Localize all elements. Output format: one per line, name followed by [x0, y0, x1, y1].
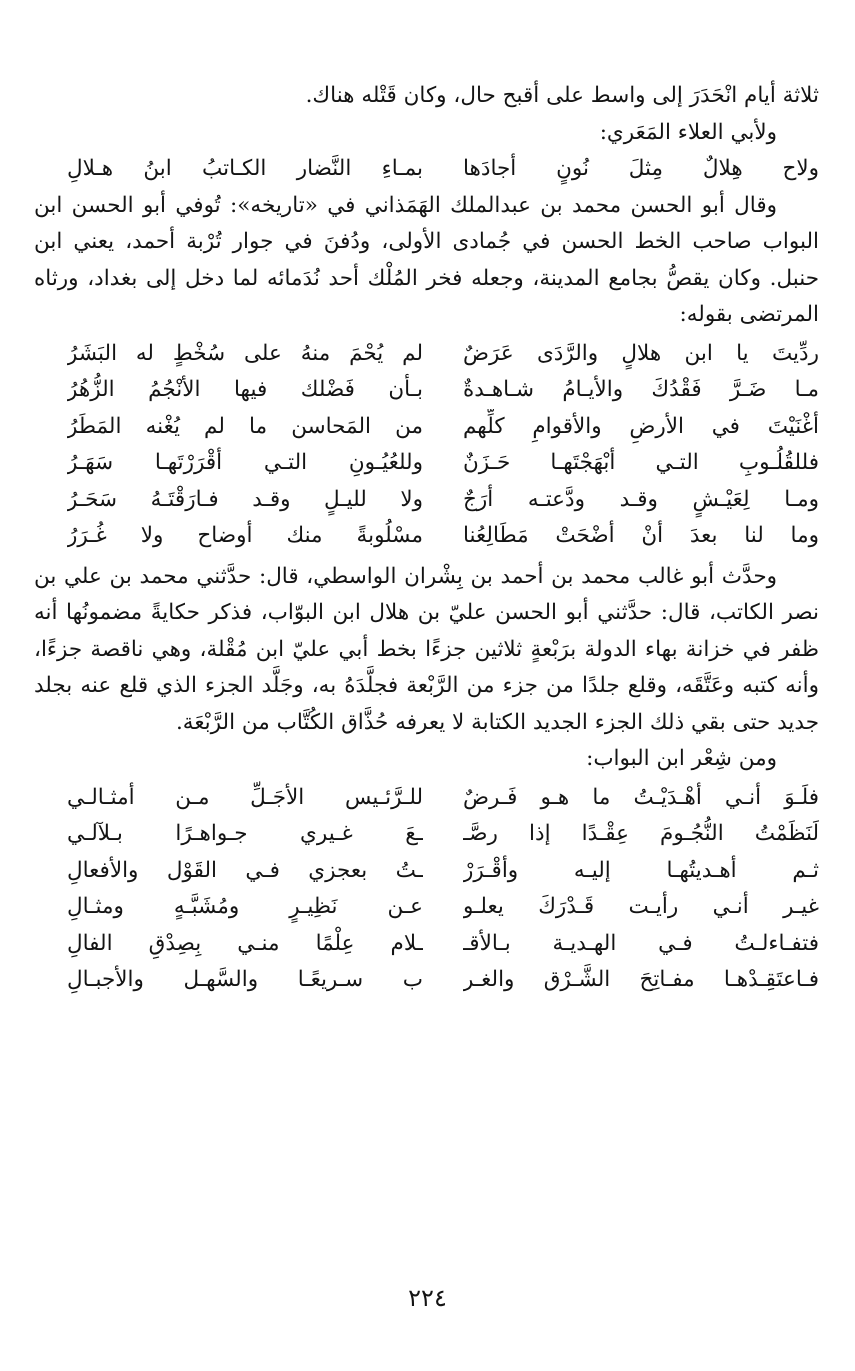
verse-first-hemistich: فللقُلُـوبِ التـي أبْهَجْتَهـا حَـزَنٌ	[463, 450, 819, 475]
verse-first-hemistich: فلَـوَ أنـي أهْـدَيْـتُ ما هـو فَـرضٌ	[463, 784, 819, 810]
verse-second-hemistich: ب سـريعًـا والسَّهـل والأجبـالِ	[67, 967, 423, 992]
verse-line	[34, 518, 819, 555]
verse-second-hemistich: ولا لليـلٍ وقـد فـارَقْتَـهُ سَحَـرُ	[67, 486, 423, 512]
verse-line	[34, 780, 819, 817]
verse-second-hemistich: ـلام عِلْمًا منـي بِصِدْقِ الفالِ	[67, 930, 423, 956]
verse-first-hemistich: ولاح هِلالٌ مِثلَ نُونٍ أجادَها	[463, 156, 819, 181]
page-number: ٢٢٤	[408, 1284, 447, 1312]
verse-first-hemistich: ردِّيتَ يا ابن هلالٍ والرَّدَى عَرَضٌ	[463, 340, 819, 366]
prose-paragraph: ثلاثة أيام انْحَدَرَ إلى واسط على أقبح حال، وكان قَتْله هناك.	[305, 83, 819, 108]
verse-line	[34, 482, 819, 519]
verse-first-hemistich: أغْنَيْتَ في الأرضِ والأقوامِ كلِّهم	[463, 413, 819, 439]
verse-second-hemistich: ـتُ بعجزي فـي القَوْل والأفعالِ	[67, 857, 423, 883]
verse-first-hemistich: لَنَظَمْتُ النُّجُـومَ عِقْـدًا إذا رصَّـ	[463, 821, 819, 846]
poem-block	[34, 780, 819, 999]
prose-paragraph: وحدَّث أبو غالب محمد بن أحمد بن بِشْران الواسطي، قال: حدَّثني محمد بن علي بن نصر الكاتب، قال: حدَّثني أبو الحسن عليّ بن هلال ابن البوّاب، فذكر حكايةً مضمونُها أنه ظفر في خزانة بهاء الدولة برَبْعةٍ ثلاثين جزءًا بخط أبي عليّ ابن مُقْلة، وهي ناقصة جزءًا، وأنه كتبه وعَتَّقَه، وقلع جلدًا من جزء من الرَّبْعة فجلَّدَهُ به، وجَلَّد الجزء الذي قلع عنه بجلد جديد حتى بقي ذلك الجزء الجديد الكتابة لا يعرفه حُذَّاق الكُتَّاب من الرَّبْعَة.	[34, 563, 819, 735]
verse-line	[34, 445, 819, 482]
verse-second-hemistich: ـعَ غـيري جـواهـرًا بـلآلـي	[67, 821, 423, 846]
verse-line	[34, 853, 819, 890]
verse-line	[34, 962, 819, 999]
verse-second-hemistich: بمـاءِ النَّضار الكـاتبُ ابنُ هـلالِ	[67, 156, 423, 181]
poem-block	[34, 336, 819, 555]
verse-line	[34, 889, 819, 926]
verse-line	[34, 336, 819, 373]
verse-first-hemistich: فتفـاءلـتُ فـي الهـديـة بـالأقـ	[463, 930, 819, 956]
verse-first-hemistich: ثـم أهـديتُهـا إليـه وأقْـرَرْ	[463, 857, 819, 883]
prose-paragraph: ولأبي العلاء المَعَري:	[599, 119, 777, 145]
prose-paragraph: ومن شِعْر ابن البواب:	[586, 746, 777, 771]
page-body	[34, 78, 819, 999]
verse-second-hemistich: للـرَّئـيس الأجَـلِّ مـن أمثـالـي	[67, 784, 423, 810]
verse-first-hemistich: مـا ضَـرَّ فَقْدُكَ والأيـامُ شـاهـدةٌ	[463, 377, 819, 402]
verse-first-hemistich: وما لنا بعدَ أنْ أضْحَتْ مَطَالِعُنا	[463, 523, 819, 548]
verse-first-hemistich: غيـر أنـي رأيـت قَـدْرَكَ يعلـو	[463, 894, 819, 919]
verse-second-hemistich: مسْلُوبةً منك أوضاح ولا غُـرَرُ	[67, 523, 423, 548]
verse-line	[34, 151, 819, 188]
verse-line	[34, 926, 819, 963]
verse-second-hemistich: وللعُيُـونِ التـي أقْرَرْتَهـا سَهَـرُ	[67, 450, 423, 475]
verse-second-hemistich: لم يُحْمَ منهُ على سُخْطٍ له البَشَرُ	[67, 340, 423, 366]
verse-second-hemistich: بـأن فَضْلك فيها الأنْجُمُ الزُّهُرُ	[67, 377, 423, 402]
verse-second-hemistich: عـن نَظِيـرٍ ومُشَبَّـهٍ ومثـالِ	[67, 894, 423, 919]
verse-line	[34, 409, 819, 446]
verse-first-hemistich: فـاعتَقِـدْهـا مفـاتِحَ الشَّـرْق والغـر	[463, 967, 819, 992]
verse-line	[34, 816, 819, 853]
verse-line	[34, 372, 819, 409]
verse-second-hemistich: من المَحاسن ما لم يُغْنه المَطَرُ	[67, 413, 423, 439]
verse-first-hemistich: ومـا لِعَيْـشٍ وقـد ودَّعتـه أرَجٌ	[463, 486, 819, 512]
prose-paragraph: وقال أبو الحسن محمد بن عبدالملك الهَمَذاني في «تاريخه»: تُوفي أبو الحسن ابن البواب صاحب الخط الحسن في جُمادى الأولى، ودُفنَ في جوار تُرْبة أحمد، يعني ابن حنبل. وكان يقصُّ بجامع المدينة، وجعله فخر المُلْك أحد نُدَمائه لما دخل إلى بغداد، ورثاه المرتضى بقوله:	[34, 192, 819, 327]
